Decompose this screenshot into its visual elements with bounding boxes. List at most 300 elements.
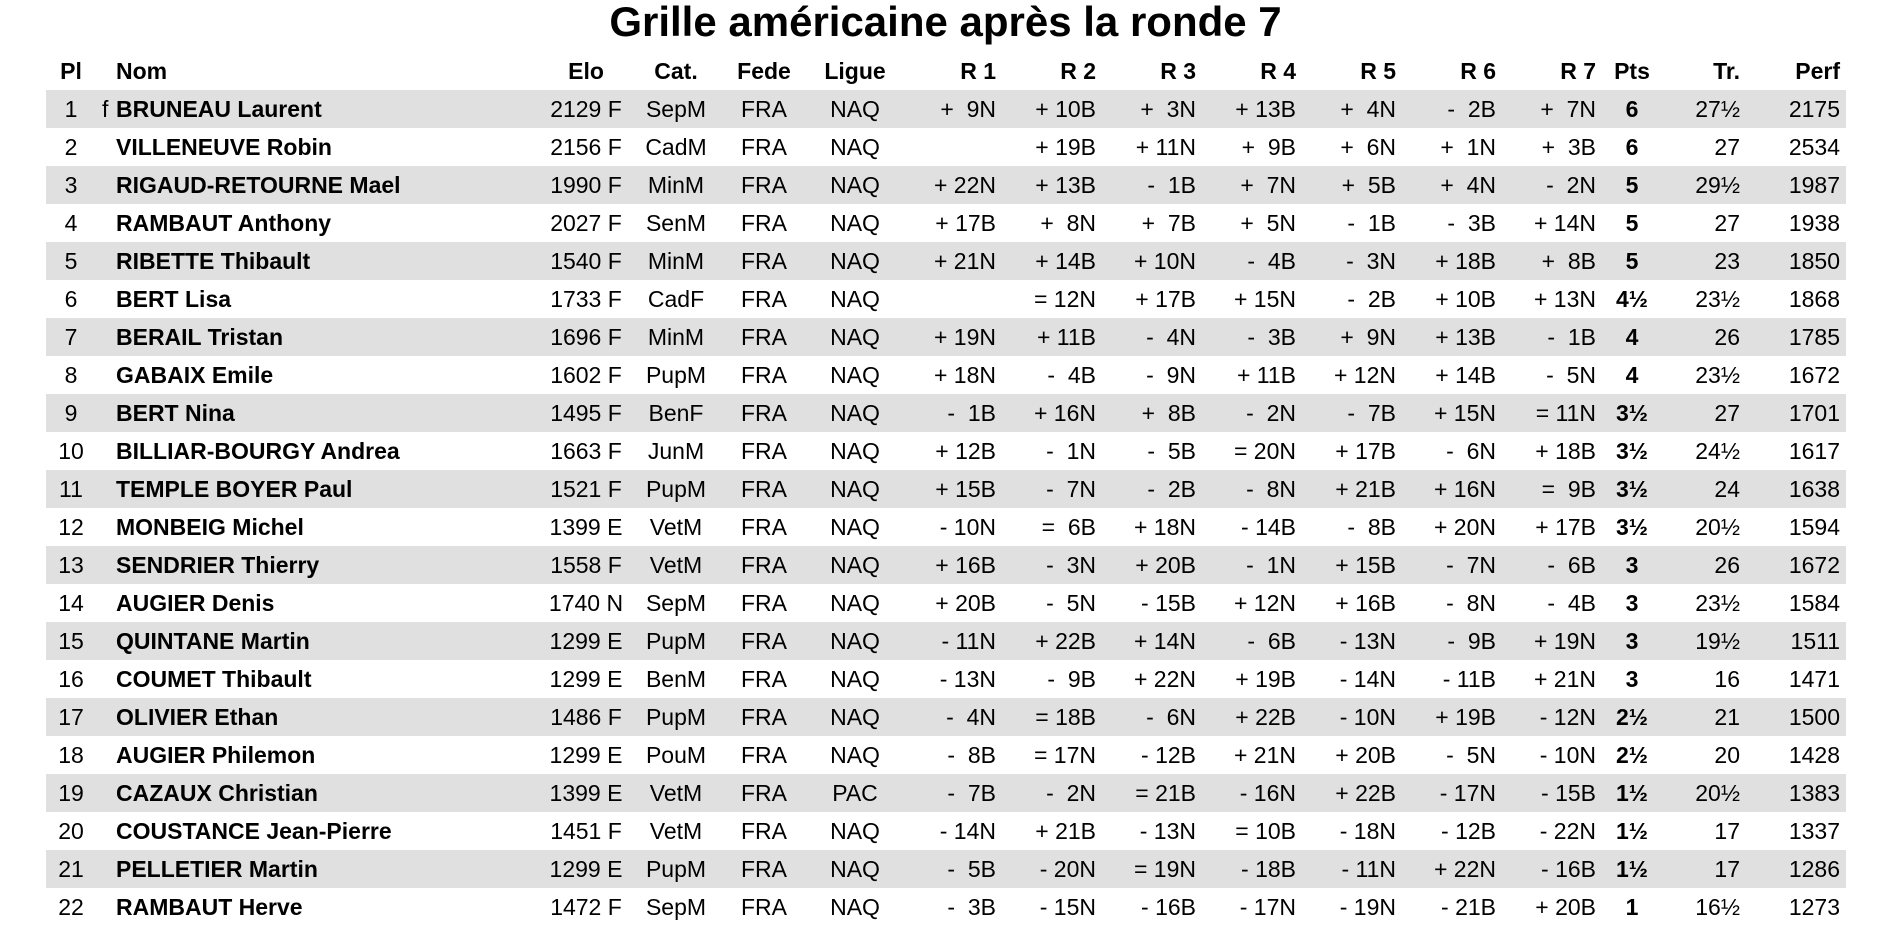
cell-cat: SepM <box>645 893 707 920</box>
cell-fede: FRA <box>741 627 787 654</box>
cell-pts: 3½ <box>1616 399 1648 426</box>
cell-r2: + 21B <box>1035 817 1096 844</box>
header-tr: Tr. <box>1713 57 1740 84</box>
cell-r5: + 20B <box>1335 741 1396 768</box>
cell-r6: - 21B <box>1441 893 1496 920</box>
cell-elo: 1451 F <box>550 817 622 844</box>
cell-r6: + 18B <box>1435 247 1496 274</box>
table-row <box>46 280 1846 318</box>
cell-pl: 17 <box>58 703 84 730</box>
cell-r6: - 2B <box>1447 95 1496 122</box>
cell-ligue: NAQ <box>830 437 880 464</box>
cell-fede: FRA <box>741 665 787 692</box>
cell-ligue: NAQ <box>830 513 880 540</box>
cell-r5: - 19N <box>1339 893 1396 920</box>
cell-perf: 1938 <box>1788 209 1840 236</box>
cell-r3: + 17B <box>1135 285 1196 312</box>
cell-r5: + 22B <box>1335 779 1396 806</box>
cell-tr: 26 <box>1714 551 1740 578</box>
cell-cat: VetM <box>649 817 703 844</box>
cell-cat: SenM <box>645 209 707 236</box>
header-r4: R 4 <box>1260 57 1296 84</box>
cell-pl: 19 <box>58 779 84 806</box>
cell-r5: - 3N <box>1346 247 1396 274</box>
cell-r1 <box>902 280 1002 318</box>
cell-pl: 3 <box>64 171 78 198</box>
cell-r4: - 6B <box>1247 627 1296 654</box>
cell-elo: 2156 F <box>550 133 622 160</box>
cell-r2: - 4B <box>1047 361 1096 388</box>
table-row <box>46 698 1846 736</box>
cell-flag <box>96 280 110 318</box>
cell-cat: CadM <box>645 133 707 160</box>
cell-elo: 1696 F <box>550 323 622 350</box>
cell-r7: + 3B <box>1541 133 1596 160</box>
cell-r7: + 19N <box>1533 627 1596 654</box>
cell-r6: + 4N <box>1440 171 1496 198</box>
cell-nom: QUINTANE Martin <box>116 627 310 654</box>
cell-r7: + 17B <box>1535 513 1596 540</box>
cell-r4: - 18B <box>1241 855 1296 882</box>
cell-r1: + 15B <box>935 475 996 502</box>
cell-cat: JunM <box>647 437 705 464</box>
cell-pts: 6 <box>1625 133 1639 160</box>
header-r1: R 1 <box>960 57 996 84</box>
cell-flag <box>96 812 110 850</box>
cell-r4: - 3B <box>1247 323 1296 350</box>
cell-r4: + 15N <box>1233 285 1296 312</box>
cell-fede: FRA <box>741 513 787 540</box>
header-pts: Pts <box>1614 57 1650 84</box>
cell-r7: + 20B <box>1535 893 1596 920</box>
cell-r7: + 7N <box>1540 95 1596 122</box>
cell-r7: + 8B <box>1541 247 1596 274</box>
table-row <box>46 850 1846 888</box>
cell-r1: - 14N <box>939 817 996 844</box>
cell-r1: - 7B <box>947 779 996 806</box>
cell-elo: 1486 F <box>550 703 622 730</box>
cell-nom: RAMBAUT Herve <box>116 893 303 920</box>
cell-cat: PupM <box>645 361 707 388</box>
header-perf: Perf <box>1795 57 1840 84</box>
cell-r6: + 15N <box>1433 399 1496 426</box>
cell-perf: 1868 <box>1788 285 1840 312</box>
cell-ligue: NAQ <box>830 95 880 122</box>
header-row <box>46 52 1846 90</box>
cell-ligue: NAQ <box>830 133 880 160</box>
cell-cat: PupM <box>645 627 707 654</box>
cell-r3: - 12B <box>1141 741 1196 768</box>
cell-r2: + 19B <box>1035 133 1096 160</box>
cell-ligue: NAQ <box>830 665 880 692</box>
cell-fede: FRA <box>741 817 787 844</box>
cell-r6: + 13B <box>1435 323 1496 350</box>
cell-tr: 23½ <box>1695 285 1740 312</box>
cell-r5: - 2B <box>1347 285 1396 312</box>
cell-r2: - 2N <box>1046 779 1096 806</box>
cell-r5: + 15B <box>1335 551 1396 578</box>
header-pl: Pl <box>60 57 82 84</box>
cell-flag <box>96 204 110 242</box>
cell-perf: 1286 <box>1788 855 1840 882</box>
header-r7: R 7 <box>1560 57 1596 84</box>
cell-fede: FRA <box>741 399 787 426</box>
cell-ligue: PAC <box>832 779 878 806</box>
cell-r5: - 8B <box>1347 513 1396 540</box>
cell-tr: 24 <box>1714 475 1740 502</box>
cell-pl: 21 <box>58 855 84 882</box>
cell-r4: - 2N <box>1246 399 1296 426</box>
cell-elo: 1399 E <box>549 513 623 540</box>
cell-elo: 1540 F <box>550 247 622 274</box>
cell-ligue: NAQ <box>830 589 880 616</box>
table-row <box>46 166 1846 204</box>
cell-r4: = 20N <box>1233 437 1296 464</box>
cell-fede: FRA <box>741 551 787 578</box>
cell-tr: 16 <box>1714 665 1740 692</box>
cell-r2: - 1N <box>1046 437 1096 464</box>
cell-r7: = 9B <box>1541 475 1596 502</box>
cell-pts: 2½ <box>1616 741 1648 768</box>
cell-pts: 4 <box>1625 361 1639 388</box>
cell-r2: + 13B <box>1035 171 1096 198</box>
cell-fede: FRA <box>741 893 787 920</box>
cell-cat: MinM <box>647 171 705 198</box>
cell-r1: - 8B <box>947 741 996 768</box>
cell-r1: + 16B <box>935 551 996 578</box>
cell-fede: FRA <box>741 285 787 312</box>
cell-perf: 1584 <box>1788 589 1840 616</box>
cell-pl: 4 <box>64 209 78 236</box>
cell-pts: 4½ <box>1616 285 1648 312</box>
cell-r7: - 1B <box>1547 323 1596 350</box>
cell-perf: 1337 <box>1788 817 1840 844</box>
cell-perf: 2534 <box>1788 133 1840 160</box>
cell-r5: + 12N <box>1333 361 1396 388</box>
table-row <box>46 470 1846 508</box>
cell-cat: BenM <box>645 665 707 692</box>
cell-fede: FRA <box>741 703 787 730</box>
cell-perf: 1428 <box>1788 741 1840 768</box>
cell-nom: RIBETTE Thibault <box>116 247 311 274</box>
cell-r4: + 5N <box>1240 209 1296 236</box>
header-flag <box>96 52 110 90</box>
cell-pl: 1 <box>64 95 78 122</box>
cell-r5: + 16B <box>1335 589 1396 616</box>
cell-r3: + 22N <box>1133 665 1196 692</box>
table-row <box>46 508 1846 546</box>
cell-elo: 2129 F <box>550 95 622 122</box>
cell-r7: - 6B <box>1547 551 1596 578</box>
table-row <box>46 546 1846 584</box>
cell-r7: - 5N <box>1546 361 1596 388</box>
cell-r5: + 6N <box>1340 133 1396 160</box>
cell-flag <box>96 432 110 470</box>
cell-pl: 18 <box>58 741 84 768</box>
cell-elo: 1299 E <box>549 855 623 882</box>
cell-cat: MinM <box>647 247 705 274</box>
cell-r1: + 12B <box>935 437 996 464</box>
cell-cat: PouM <box>645 741 707 768</box>
cell-r7: - 22N <box>1539 817 1596 844</box>
cell-fede: FRA <box>741 133 787 160</box>
cell-perf: 1701 <box>1788 399 1840 426</box>
cell-r3: - 16B <box>1141 893 1196 920</box>
cell-r6: - 8N <box>1446 589 1496 616</box>
cell-pts: 3½ <box>1616 475 1648 502</box>
cell-nom: COUSTANCE Jean-Pierre <box>116 817 392 844</box>
cell-cat: PupM <box>645 475 707 502</box>
cell-r5: - 13N <box>1339 627 1396 654</box>
cell-r5: - 18N <box>1339 817 1396 844</box>
cell-r1: - 3B <box>947 893 996 920</box>
cell-r4: + 12N <box>1233 589 1296 616</box>
cell-tr: 21 <box>1714 703 1740 730</box>
cell-pts: 3½ <box>1616 513 1648 540</box>
cell-perf: 1850 <box>1788 247 1840 274</box>
cell-flag <box>96 622 110 660</box>
cell-cat: VetM <box>649 551 703 578</box>
cell-r3: - 5B <box>1147 437 1196 464</box>
cell-r7: + 21N <box>1533 665 1596 692</box>
cell-nom: BERT Nina <box>116 399 235 426</box>
cell-fede: FRA <box>741 247 787 274</box>
cell-r7: - 15B <box>1541 779 1596 806</box>
cell-ligue: NAQ <box>830 893 880 920</box>
cell-flag <box>96 660 110 698</box>
cell-pl: 15 <box>58 627 84 654</box>
cell-elo: 1740 N <box>548 589 624 616</box>
cell-elo: 1663 F <box>550 437 622 464</box>
cell-tr: 16½ <box>1695 893 1740 920</box>
cell-nom: COUMET Thibault <box>116 665 312 692</box>
cell-cat: PupM <box>645 703 707 730</box>
cell-r2: = 6B <box>1041 513 1096 540</box>
cell-r3: - 6N <box>1146 703 1196 730</box>
cell-tr: 24½ <box>1695 437 1740 464</box>
cell-r7: + 18B <box>1535 437 1596 464</box>
cell-flag <box>96 356 110 394</box>
cell-nom: VILLENEUVE Robin <box>116 133 332 160</box>
cell-pl: 2 <box>64 133 78 160</box>
cell-fede: FRA <box>741 741 787 768</box>
cell-pts: 5 <box>1625 171 1639 198</box>
cell-pl: 7 <box>64 323 78 350</box>
cell-r6: - 3B <box>1447 209 1496 236</box>
cell-r1: - 1B <box>947 399 996 426</box>
cell-r6: + 14B <box>1435 361 1496 388</box>
cell-cat: VetM <box>649 779 703 806</box>
cell-ligue: NAQ <box>830 285 880 312</box>
cell-cat: MinM <box>647 323 705 350</box>
cell-pts: 3 <box>1625 665 1639 692</box>
cell-nom: RIGAUD-RETOURNE Mael <box>116 171 401 198</box>
cell-ligue: NAQ <box>830 817 880 844</box>
cell-pts: 4 <box>1625 323 1639 350</box>
cell-r6: + 19B <box>1435 703 1496 730</box>
cell-r3: - 15B <box>1141 589 1196 616</box>
table-row <box>46 660 1846 698</box>
cell-flag <box>96 242 110 280</box>
header-ligue: Ligue <box>824 57 886 84</box>
cell-r3: + 14N <box>1133 627 1196 654</box>
header-r2: R 2 <box>1060 57 1096 84</box>
cell-perf: 1617 <box>1788 437 1840 464</box>
header-r3: R 3 <box>1160 57 1196 84</box>
standings-table <box>46 52 1846 926</box>
cell-pl: 11 <box>59 475 83 502</box>
cell-flag: f <box>102 95 109 122</box>
cell-nom: TEMPLE BOYER Paul <box>116 475 353 502</box>
cell-pl: 16 <box>58 665 84 692</box>
cell-r7: - 2N <box>1546 171 1596 198</box>
cell-r3: = 21B <box>1135 779 1196 806</box>
cell-nom: BERT Lisa <box>116 285 232 312</box>
cell-r6: + 22N <box>1433 855 1496 882</box>
cell-r4: - 1N <box>1246 551 1296 578</box>
header-fede: Fede <box>737 57 791 84</box>
cell-cat: CadF <box>647 285 705 312</box>
cell-r5: - 11N <box>1341 855 1396 882</box>
table-row <box>46 318 1846 356</box>
cell-r1: + 22N <box>933 171 996 198</box>
cell-perf: 1383 <box>1788 779 1840 806</box>
cell-r2: + 11B <box>1036 323 1096 350</box>
table-row <box>46 128 1846 166</box>
cell-pl: 8 <box>64 361 78 388</box>
cell-r2: - 15N <box>1039 893 1096 920</box>
table-row <box>46 356 1846 394</box>
cell-elo: 1521 F <box>550 475 622 502</box>
cell-nom: GABAIX Emile <box>116 361 274 388</box>
cell-pts: 3 <box>1625 627 1639 654</box>
cell-fede: FRA <box>741 779 787 806</box>
cell-r3: - 1B <box>1147 171 1196 198</box>
cell-ligue: NAQ <box>830 741 880 768</box>
cell-flag <box>96 546 110 584</box>
header-r5: R 5 <box>1360 57 1396 84</box>
cell-r2: - 5N <box>1046 589 1096 616</box>
cell-ligue: NAQ <box>830 627 880 654</box>
cell-pts: 6 <box>1625 95 1639 122</box>
cell-r6: - 5N <box>1446 741 1496 768</box>
cell-r4: + 11B <box>1236 361 1296 388</box>
cell-r4: + 13B <box>1235 95 1296 122</box>
cell-r2: - 9B <box>1047 665 1096 692</box>
cell-r1: - 13N <box>939 665 996 692</box>
cell-r4: + 7N <box>1240 171 1296 198</box>
cell-r1: + 9N <box>940 95 996 122</box>
cell-r1: + 20B <box>935 589 996 616</box>
cell-pl: 9 <box>64 399 78 426</box>
table-row <box>46 394 1846 432</box>
cell-flag <box>96 584 110 622</box>
cell-cat: BenF <box>648 399 704 426</box>
cell-pts: 1½ <box>1616 779 1648 806</box>
cell-nom: CAZAUX Christian <box>116 779 318 806</box>
cell-r4: + 21N <box>1233 741 1296 768</box>
cell-perf: 1672 <box>1788 361 1840 388</box>
cell-r2: + 10B <box>1035 95 1096 122</box>
cell-tr: 20 <box>1714 741 1740 768</box>
cell-flag <box>96 736 110 774</box>
cell-r6: - 12B <box>1441 817 1496 844</box>
cell-flag <box>96 128 110 166</box>
cell-cat: VetM <box>649 513 703 540</box>
cell-perf: 1500 <box>1788 703 1840 730</box>
cell-nom: PELLETIER Martin <box>116 855 318 882</box>
cell-ligue: NAQ <box>830 361 880 388</box>
cell-tr: 23 <box>1714 247 1740 274</box>
cell-elo: 2027 F <box>550 209 622 236</box>
cell-r3: + 8B <box>1141 399 1196 426</box>
cell-perf: 1987 <box>1788 171 1840 198</box>
cell-pts: 3 <box>1625 589 1639 616</box>
cell-r6: + 20N <box>1433 513 1496 540</box>
cell-flag <box>96 470 110 508</box>
cell-r5: - 14N <box>1339 665 1396 692</box>
cell-tr: 29½ <box>1695 171 1740 198</box>
cell-r5: + 4N <box>1340 95 1396 122</box>
cell-r2: + 22B <box>1035 627 1096 654</box>
cell-r5: + 5B <box>1341 171 1396 198</box>
cell-elo: 1558 F <box>550 551 622 578</box>
cell-flag <box>96 394 110 432</box>
table-row <box>46 242 1846 280</box>
cell-ligue: NAQ <box>830 323 880 350</box>
cell-tr: 17 <box>1714 855 1740 882</box>
cell-fede: FRA <box>741 475 787 502</box>
cell-nom: AUGIER Denis <box>116 589 275 616</box>
cell-r2: + 14B <box>1035 247 1096 274</box>
table-row <box>46 432 1846 470</box>
cell-r2: = 18B <box>1035 703 1096 730</box>
cell-pl: 12 <box>58 513 84 540</box>
cell-tr: 17 <box>1714 817 1740 844</box>
cell-r2: - 7N <box>1046 475 1096 502</box>
cell-r6: + 10B <box>1435 285 1496 312</box>
cell-nom: BERAIL Tristan <box>116 323 283 350</box>
cell-flag <box>96 774 110 812</box>
cell-perf: 1471 <box>1788 665 1840 692</box>
cell-pl: 6 <box>64 285 78 312</box>
cell-flag <box>96 888 110 926</box>
cell-fede: FRA <box>741 589 787 616</box>
cell-tr: 27 <box>1714 399 1740 426</box>
table-row <box>46 812 1846 850</box>
cell-r6: - 9B <box>1447 627 1496 654</box>
cell-perf: 1785 <box>1788 323 1840 350</box>
cell-ligue: NAQ <box>830 171 880 198</box>
table-row <box>46 584 1846 622</box>
cell-flag <box>96 318 110 356</box>
cell-elo: 1299 E <box>549 627 623 654</box>
cell-flag <box>96 508 110 546</box>
cell-r1: - 4N <box>946 703 996 730</box>
cell-ligue: NAQ <box>830 703 880 730</box>
cell-r3: - 2B <box>1147 475 1196 502</box>
cell-nom: BILLIAR-BOURGY Andrea <box>116 437 400 464</box>
cell-flag <box>96 698 110 736</box>
cell-pts: 1½ <box>1616 817 1648 844</box>
cell-r3: + 20B <box>1135 551 1196 578</box>
cell-r2: - 3N <box>1046 551 1096 578</box>
cell-r1: + 21N <box>933 247 996 274</box>
cell-nom: OLIVIER Ethan <box>116 703 279 730</box>
cell-r4: + 22B <box>1235 703 1296 730</box>
table-row <box>46 774 1846 812</box>
cell-perf: 1511 <box>1790 627 1840 654</box>
